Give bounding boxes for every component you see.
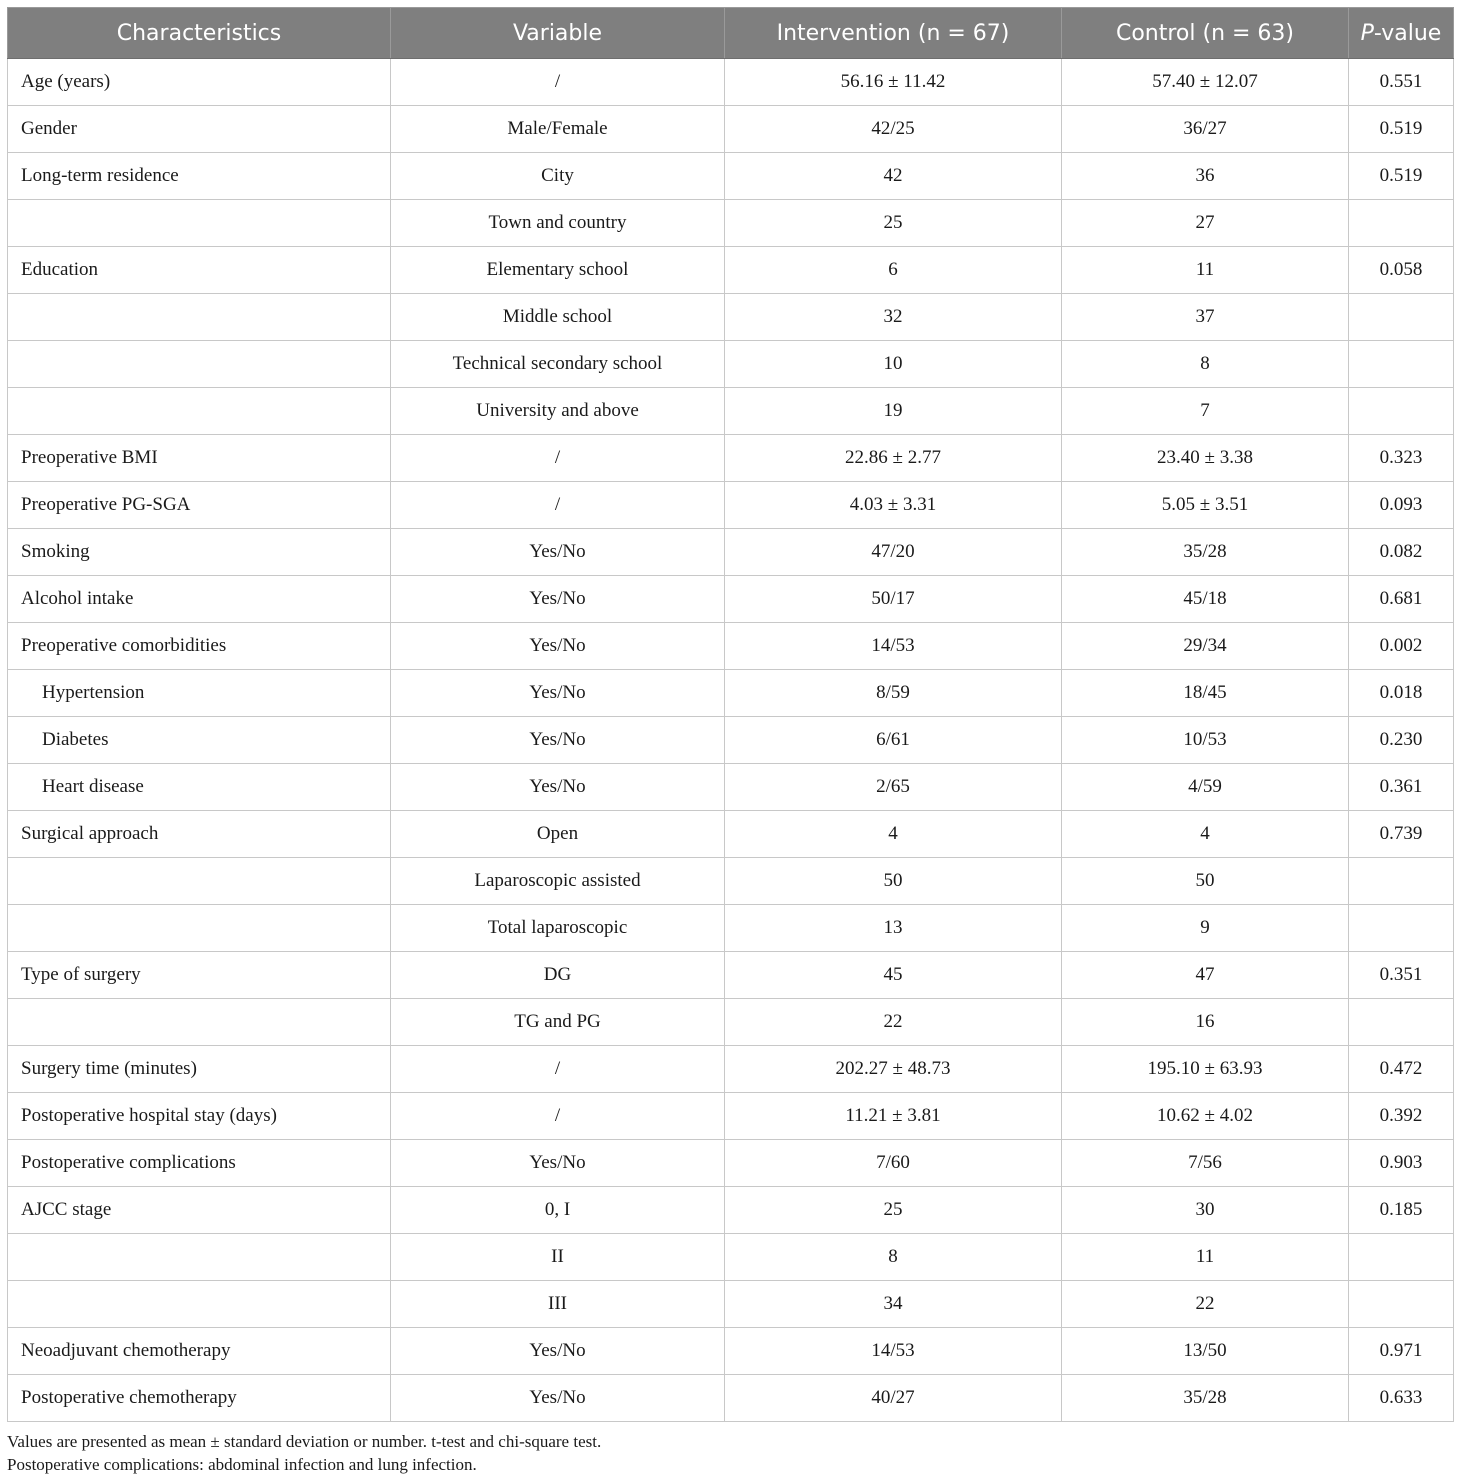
cell-characteristic: Preoperative PG-SGA: [8, 482, 391, 529]
cell-control: 195.10 ± 63.93: [1062, 1046, 1349, 1093]
header-row: [8, 8, 1454, 59]
table-row: [8, 153, 1454, 200]
cell-control: 27: [1062, 200, 1349, 247]
cell-variable: Yes/No: [391, 764, 725, 811]
cell-pvalue: 0.971: [1349, 1328, 1454, 1375]
cell-control: 30: [1062, 1187, 1349, 1234]
cell-characteristic: Postoperative chemotherapy: [8, 1375, 391, 1422]
cell-variable: Town and country: [391, 200, 725, 247]
cell-control: 35/28: [1062, 1375, 1349, 1422]
cell-pvalue: [1349, 905, 1454, 952]
table-row: [8, 435, 1454, 482]
cell-characteristic: [8, 905, 391, 952]
table-row: [8, 999, 1454, 1046]
cell-pvalue: 0.323: [1349, 435, 1454, 482]
header-pvalue-rest: -value: [1373, 20, 1442, 46]
cell-control: 16: [1062, 999, 1349, 1046]
cell-pvalue: 0.058: [1349, 247, 1454, 294]
table-row: [8, 717, 1454, 764]
cell-variable: DG: [391, 952, 725, 999]
cell-characteristic: AJCC stage: [8, 1187, 391, 1234]
header-intervention: Intervention (n = 67): [725, 8, 1062, 59]
cell-pvalue: 0.361: [1349, 764, 1454, 811]
cell-variable: /: [391, 1093, 725, 1140]
cell-pvalue: [1349, 1234, 1454, 1281]
cell-characteristic: [8, 1234, 391, 1281]
cell-pvalue: 0.551: [1349, 59, 1454, 106]
cell-pvalue: 0.018: [1349, 670, 1454, 717]
cell-intervention: 2/65: [725, 764, 1062, 811]
cell-intervention: 8: [725, 1234, 1062, 1281]
baseline-characteristics-table: [7, 7, 1454, 1422]
baseline-characteristics-table-container: [7, 7, 1453, 1422]
cell-pvalue: 0.681: [1349, 576, 1454, 623]
cell-intervention: 10: [725, 341, 1062, 388]
cell-pvalue: [1349, 999, 1454, 1046]
cell-control: 36: [1062, 153, 1349, 200]
cell-variable: Elementary school: [391, 247, 725, 294]
table-row: [8, 905, 1454, 952]
cell-intervention: 25: [725, 1187, 1062, 1234]
cell-control: 11: [1062, 1234, 1349, 1281]
cell-control: 13/50: [1062, 1328, 1349, 1375]
cell-pvalue: 0.002: [1349, 623, 1454, 670]
cell-intervention: 40/27: [725, 1375, 1062, 1422]
cell-characteristic: Gender: [8, 106, 391, 153]
header-variable: Variable: [391, 8, 725, 59]
cell-intervention: 6/61: [725, 717, 1062, 764]
cell-control: 7: [1062, 388, 1349, 435]
cell-characteristic: Age (years): [8, 59, 391, 106]
table-row: [8, 1328, 1454, 1375]
table-row: [8, 952, 1454, 999]
footnote-line: Values are presented as mean ± standard deviation or number. t-test and chi-square test.: [7, 1432, 602, 1451]
cell-pvalue: 0.093: [1349, 482, 1454, 529]
cell-intervention: 34: [725, 1281, 1062, 1328]
cell-variable: University and above: [391, 388, 725, 435]
footnote-line: Postoperative complications: abdominal infection and lung infection.: [7, 1455, 477, 1474]
cell-variable: Yes/No: [391, 529, 725, 576]
cell-control: 11: [1062, 247, 1349, 294]
cell-characteristic: [8, 1281, 391, 1328]
cell-intervention: 7/60: [725, 1140, 1062, 1187]
cell-intervention: 22: [725, 999, 1062, 1046]
cell-intervention: 56.16 ± 11.42: [725, 59, 1062, 106]
cell-pvalue: [1349, 341, 1454, 388]
table-row: [8, 764, 1454, 811]
cell-variable: Male/Female: [391, 106, 725, 153]
cell-control: 29/34: [1062, 623, 1349, 670]
cell-pvalue: 0.519: [1349, 153, 1454, 200]
table-row: [8, 294, 1454, 341]
cell-pvalue: [1349, 294, 1454, 341]
cell-intervention: 42: [725, 153, 1062, 200]
cell-pvalue: 0.351: [1349, 952, 1454, 999]
cell-control: 4/59: [1062, 764, 1349, 811]
cell-variable: Middle school: [391, 294, 725, 341]
cell-variable: Yes/No: [391, 576, 725, 623]
cell-characteristic: Education: [8, 247, 391, 294]
table-row: [8, 482, 1454, 529]
cell-control: 9: [1062, 905, 1349, 952]
table-row: [8, 341, 1454, 388]
table-row: [8, 670, 1454, 717]
cell-pvalue: 0.230: [1349, 717, 1454, 764]
header-pvalue: [1349, 8, 1454, 59]
cell-variable: Yes/No: [391, 623, 725, 670]
cell-characteristic: Surgical approach: [8, 811, 391, 858]
cell-control: 10.62 ± 4.02: [1062, 1093, 1349, 1140]
cell-intervention: 14/53: [725, 623, 1062, 670]
cell-characteristic: Long-term residence: [8, 153, 391, 200]
cell-variable: Yes/No: [391, 1375, 725, 1422]
table-row: [8, 200, 1454, 247]
cell-variable: 0, I: [391, 1187, 725, 1234]
cell-characteristic: Neoadjuvant chemotherapy: [8, 1328, 391, 1375]
cell-variable: Technical secondary school: [391, 341, 725, 388]
table-row: [8, 388, 1454, 435]
cell-variable: City: [391, 153, 725, 200]
cell-variable: /: [391, 59, 725, 106]
table-row: [8, 858, 1454, 905]
cell-variable: Laparoscopic assisted: [391, 858, 725, 905]
cell-control: 8: [1062, 341, 1349, 388]
cell-intervention: 50: [725, 858, 1062, 905]
cell-pvalue: 0.082: [1349, 529, 1454, 576]
cell-characteristic: [8, 999, 391, 1046]
cell-intervention: 50/17: [725, 576, 1062, 623]
cell-control: 50: [1062, 858, 1349, 905]
cell-intervention: 19: [725, 388, 1062, 435]
cell-characteristic: Surgery time (minutes): [8, 1046, 391, 1093]
cell-pvalue: [1349, 388, 1454, 435]
table-row: [8, 1093, 1454, 1140]
cell-control: 5.05 ± 3.51: [1062, 482, 1349, 529]
cell-control: 18/45: [1062, 670, 1349, 717]
cell-characteristic: [8, 388, 391, 435]
cell-pvalue: [1349, 858, 1454, 905]
table-row: [8, 1046, 1454, 1093]
cell-characteristic: Smoking: [8, 529, 391, 576]
cell-control: 22: [1062, 1281, 1349, 1328]
cell-characteristic: Preoperative BMI: [8, 435, 391, 482]
table-header: [8, 8, 1454, 59]
cell-control: 36/27: [1062, 106, 1349, 153]
cell-intervention: 13: [725, 905, 1062, 952]
table-row: [8, 1281, 1454, 1328]
cell-characteristic: Alcohol intake: [8, 576, 391, 623]
table-row: [8, 1140, 1454, 1187]
cell-characteristic: Postoperative hospital stay (days): [8, 1093, 391, 1140]
cell-intervention: 11.21 ± 3.81: [725, 1093, 1062, 1140]
cell-characteristic: [8, 341, 391, 388]
cell-intervention: 14/53: [725, 1328, 1062, 1375]
cell-control: 4: [1062, 811, 1349, 858]
cell-characteristic: [8, 294, 391, 341]
table-row: [8, 247, 1454, 294]
table-row: [8, 529, 1454, 576]
cell-variable: Total laparoscopic: [391, 905, 725, 952]
cell-control: 23.40 ± 3.38: [1062, 435, 1349, 482]
cell-intervention: 42/25: [725, 106, 1062, 153]
cell-pvalue: 0.903: [1349, 1140, 1454, 1187]
cell-pvalue: 0.739: [1349, 811, 1454, 858]
cell-characteristic: Postoperative complications: [8, 1140, 391, 1187]
table-row: [8, 106, 1454, 153]
cell-variable: Yes/No: [391, 1328, 725, 1375]
cell-pvalue: 0.472: [1349, 1046, 1454, 1093]
cell-variable: II: [391, 1234, 725, 1281]
cell-characteristic: Heart disease: [8, 764, 391, 811]
cell-intervention: 8/59: [725, 670, 1062, 717]
cell-characteristic: Hypertension: [8, 670, 391, 717]
table-row: [8, 576, 1454, 623]
cell-variable: III: [391, 1281, 725, 1328]
cell-variable: TG and PG: [391, 999, 725, 1046]
cell-control: 47: [1062, 952, 1349, 999]
cell-variable: Yes/No: [391, 717, 725, 764]
table-row: [8, 1187, 1454, 1234]
cell-pvalue: 0.392: [1349, 1093, 1454, 1140]
cell-intervention: 45: [725, 952, 1062, 999]
cell-intervention: 25: [725, 200, 1062, 247]
table-row: [8, 811, 1454, 858]
cell-characteristic: [8, 200, 391, 247]
cell-control: 35/28: [1062, 529, 1349, 576]
cell-characteristic: [8, 858, 391, 905]
table-body: [8, 59, 1454, 1422]
cell-intervention: 4.03 ± 3.31: [725, 482, 1062, 529]
table-footnotes: [7, 1430, 601, 1476]
cell-pvalue: 0.633: [1349, 1375, 1454, 1422]
cell-intervention: 32: [725, 294, 1062, 341]
table-row: [8, 59, 1454, 106]
cell-characteristic: Type of surgery: [8, 952, 391, 999]
cell-pvalue: 0.185: [1349, 1187, 1454, 1234]
cell-characteristic: Preoperative comorbidities: [8, 623, 391, 670]
cell-control: 7/56: [1062, 1140, 1349, 1187]
cell-variable: Yes/No: [391, 670, 725, 717]
cell-intervention: 202.27 ± 48.73: [725, 1046, 1062, 1093]
cell-control: 57.40 ± 12.07: [1062, 59, 1349, 106]
table-row: [8, 1375, 1454, 1422]
cell-intervention: 22.86 ± 2.77: [725, 435, 1062, 482]
table-row: [8, 1234, 1454, 1281]
cell-variable: Open: [391, 811, 725, 858]
cell-variable: /: [391, 435, 725, 482]
header-control: Control (n = 63): [1062, 8, 1349, 59]
cell-control: 45/18: [1062, 576, 1349, 623]
cell-intervention: 6: [725, 247, 1062, 294]
cell-intervention: 4: [725, 811, 1062, 858]
cell-variable: /: [391, 1046, 725, 1093]
cell-pvalue: 0.519: [1349, 106, 1454, 153]
cell-control: 37: [1062, 294, 1349, 341]
table-row: [8, 623, 1454, 670]
cell-characteristic: Diabetes: [8, 717, 391, 764]
cell-pvalue: [1349, 1281, 1454, 1328]
cell-variable: Yes/No: [391, 1140, 725, 1187]
cell-variable: /: [391, 482, 725, 529]
cell-intervention: 47/20: [725, 529, 1062, 576]
header-characteristics: Characteristics: [8, 8, 391, 59]
cell-control: 10/53: [1062, 717, 1349, 764]
header-pvalue-italic: P: [1360, 20, 1374, 46]
cell-pvalue: [1349, 200, 1454, 247]
